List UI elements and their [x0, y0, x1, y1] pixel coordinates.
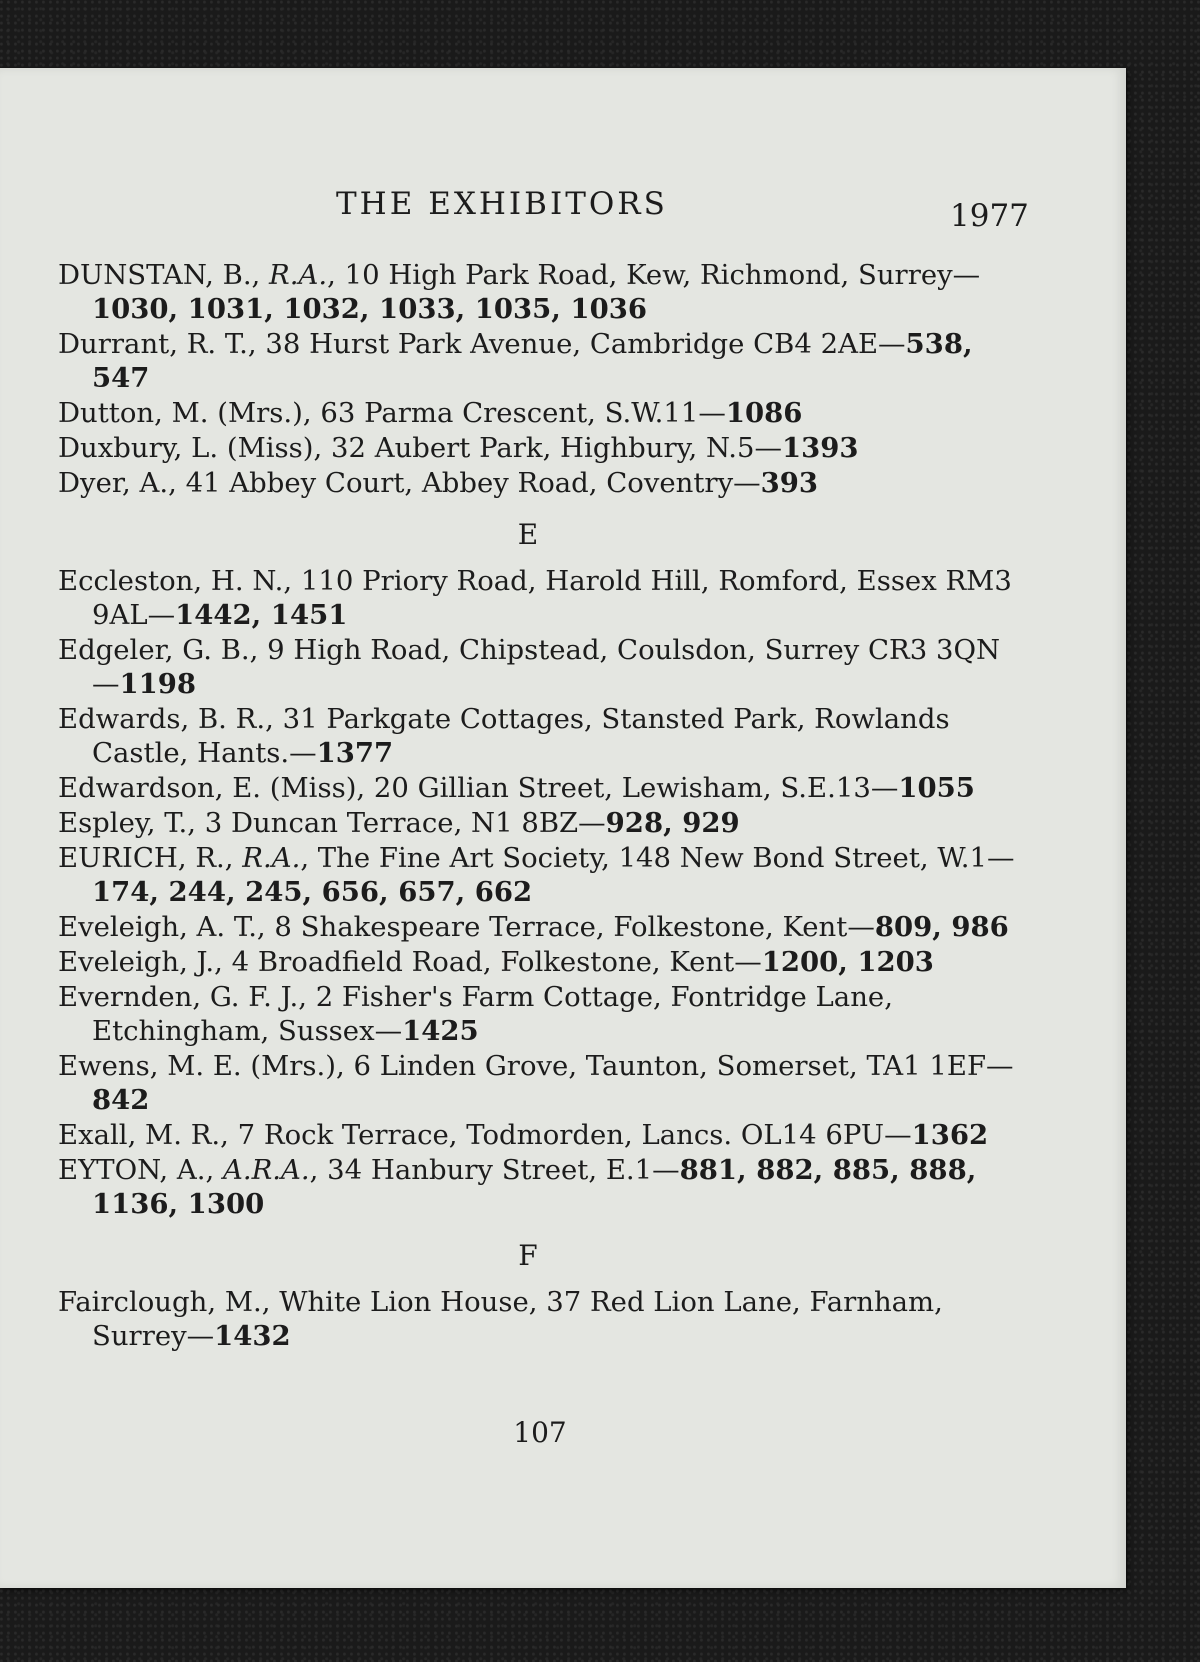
exhibitor-entry	[58, 806, 1018, 840]
exhibitor-address: 31 Parkgate Cottages, Stansted Park, Rowlands Castle, Hants.—	[92, 703, 950, 769]
exhibitor-address: 3 Duncan Terrace, N1 8BZ—	[204, 807, 606, 839]
page-year: 1977	[950, 198, 1029, 234]
exhibitor-address: , The Fine Art Society, 148 New Bond Street, W.1—	[300, 842, 1015, 874]
catalogue-numbers: 1198	[119, 668, 197, 700]
catalogue-numbers: 842	[92, 1084, 150, 1116]
catalogue-numbers: 174, 244, 245, 656, 657, 662	[92, 876, 533, 908]
exhibitor-entry	[58, 564, 1018, 632]
exhibitor-address: , 10 High Park Road, Kew, Richmond, Surrey—	[327, 259, 981, 291]
exhibitor-name: Duxbury, L. (Miss),	[58, 432, 331, 464]
exhibitor-name: Edgeler, G. B.,	[58, 634, 268, 666]
catalogue-numbers: 1377	[316, 737, 394, 769]
exhibitor-entry	[58, 1118, 1018, 1152]
exhibitor-address: 9 High Road, Chipstead, Coulsdon, Surrey CR3 3QN—	[92, 634, 1001, 700]
exhibitor-name: EURICH, R.,	[58, 842, 243, 874]
catalogue-numbers: 1200, 1203	[761, 946, 934, 978]
exhibitor-entry	[58, 431, 1018, 465]
section-letter-f: F	[518, 1239, 538, 1272]
catalogue-numbers: 1086	[725, 397, 803, 429]
exhibitor-name: Edwards, B. R.,	[58, 703, 283, 735]
book-page	[0, 68, 1126, 1588]
exhibitor-entry	[58, 910, 1018, 944]
catalogue-numbers: 393	[760, 467, 819, 499]
exhibitor-name: Dyer, A.,	[58, 467, 186, 499]
exhibitor-address: White Lion House, 37 Red Lion Lane, Farnham, Surrey—	[92, 1286, 943, 1352]
exhibitor-entry	[58, 396, 1018, 430]
exhibitor-name: Durrant, R. T.,	[58, 328, 266, 360]
exhibitor-qualification: A.R.A.	[223, 1154, 310, 1186]
exhibitor-qualification: R.A.	[269, 259, 328, 291]
exhibitor-entry	[58, 980, 1018, 1048]
catalogue-numbers: 1432	[214, 1320, 291, 1352]
exhibitor-address: , 34 Hanbury Street, E.1—	[309, 1154, 680, 1186]
exhibitor-entry	[58, 1285, 1018, 1353]
exhibitor-address: 41 Abbey Court, Abbey Road, Coventry—	[185, 467, 761, 499]
exhibitor-entry	[58, 1049, 1018, 1117]
exhibitor-name: Ewens, M. E. (Mrs.),	[58, 1050, 354, 1082]
exhibitor-address: 20 Gillian Street, Lewisham, S.E.13—	[373, 772, 899, 804]
page-number: 107	[513, 1416, 567, 1449]
exhibitor-address: 8 Shakespeare Terrace, Folkestone, Kent—	[274, 911, 875, 943]
exhibitor-name: Evernden, G. F. J.,	[58, 981, 316, 1013]
exhibitor-entry	[58, 702, 1018, 770]
exhibitor-name: DUNSTAN, B.,	[58, 259, 270, 291]
page-title: THE EXHIBITORS	[336, 186, 668, 222]
exhibitor-list	[58, 258, 1018, 1354]
exhibitor-entry	[58, 771, 1018, 805]
catalogue-numbers: 1425	[402, 1015, 479, 1047]
catalogue-numbers: 1030, 1031, 1032, 1033, 1035, 1036	[92, 293, 647, 325]
exhibitor-entry	[58, 841, 1018, 909]
catalogue-numbers: 881, 882, 885, 888, 1136, 1300	[92, 1154, 977, 1220]
exhibitor-name: Fairclough, M.,	[58, 1286, 280, 1318]
exhibitor-qualification: R.A.	[242, 842, 301, 874]
exhibitor-address: 63 Parma Crescent, S.W.11—	[320, 397, 726, 429]
catalogue-numbers: 928, 929	[605, 807, 740, 839]
exhibitor-address: 2 Fisher's Farm Cottage, Fontridge Lane, Etchingham, Sussex—	[92, 981, 893, 1047]
section-letter-e: E	[517, 518, 539, 551]
exhibitor-address: 4 Broadfield Road, Folkestone, Kent—	[231, 946, 762, 978]
exhibitor-address: 38 Hurst Park Avenue, Cambridge CB4 2AE—	[265, 328, 906, 360]
running-header	[0, 186, 1126, 236]
exhibitor-name: Dutton, M. (Mrs.),	[58, 397, 321, 429]
exhibitor-address: 32 Aubert Park, Highbury, N.5—	[330, 432, 783, 464]
exhibitor-name: Espley, T.,	[58, 807, 205, 839]
exhibitor-name: Eveleigh, A. T.,	[58, 911, 275, 943]
exhibitor-entry	[58, 327, 1018, 395]
exhibitor-name: Edwardson, E. (Miss),	[58, 772, 374, 804]
exhibitor-entry	[58, 633, 1018, 701]
exhibitor-address: 7 Rock Terrace, Todmorden, Lancs. OL14 6PU—	[237, 1119, 912, 1151]
exhibitor-name: Eveleigh, J.,	[58, 946, 232, 978]
exhibitor-name: Eccleston, H. N.,	[58, 565, 301, 597]
exhibitor-address: 110 Priory Road, Harold Hill, Romford, Essex RM3 9AL—	[92, 565, 1012, 631]
exhibitor-entry	[58, 466, 1018, 500]
exhibitor-entry	[58, 945, 1018, 979]
catalogue-numbers: 1055	[898, 772, 975, 804]
catalogue-numbers: 809, 986	[874, 911, 1009, 943]
catalogue-numbers: 1362	[911, 1119, 989, 1151]
exhibitor-name: Exall, M. R.,	[58, 1119, 238, 1151]
exhibitor-entry	[58, 258, 1018, 326]
catalogue-numbers: 1393	[782, 432, 859, 464]
catalogue-numbers: 1442, 1451	[175, 599, 348, 631]
exhibitor-address: 6 Linden Grove, Taunton, Somerset, TA1 1EF—	[353, 1050, 1014, 1082]
catalogue-numbers: 538, 547	[92, 328, 973, 394]
exhibitor-entry	[58, 1153, 1018, 1221]
exhibitor-name: EYTON, A.,	[58, 1154, 223, 1186]
